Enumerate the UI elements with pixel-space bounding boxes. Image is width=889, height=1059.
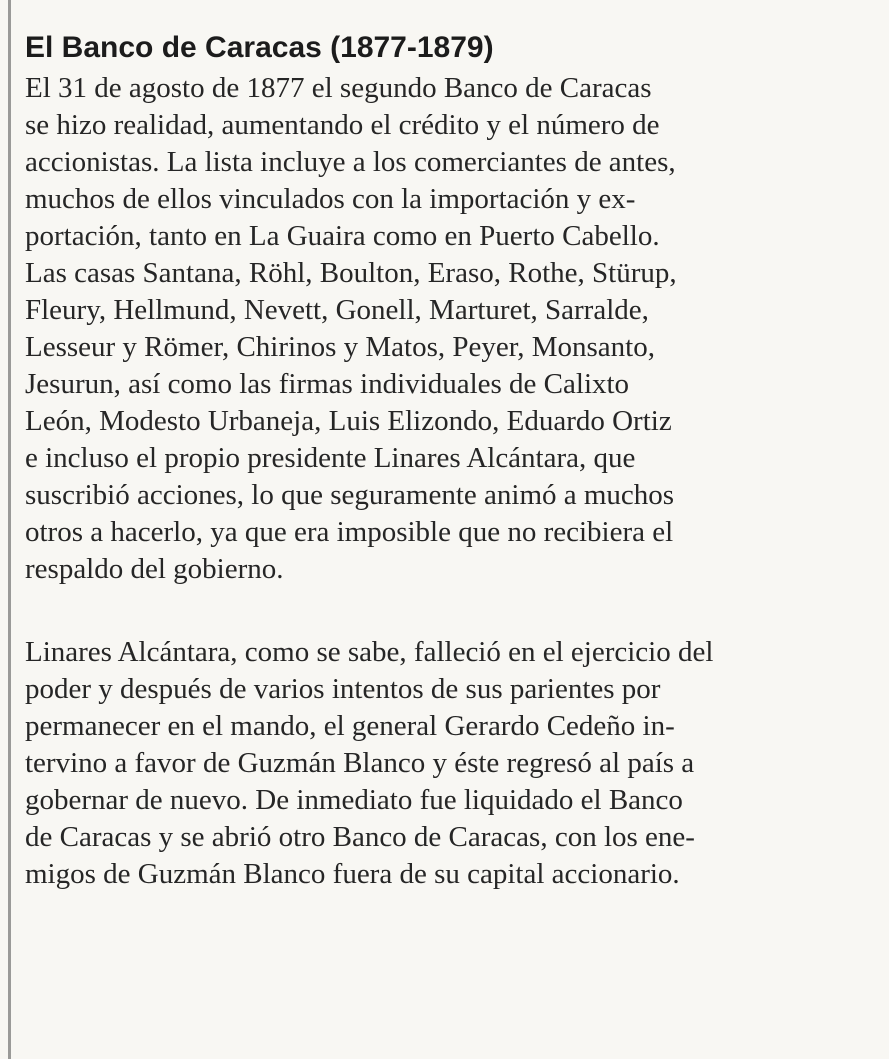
text-line: Lesseur y Römer, Chirinos y Matos, Peyer, Monsanto, (25, 331, 655, 363)
text-line: El 31 de agosto de 1877 el segundo Banco de Caracas (25, 72, 652, 104)
text-line: e incluso el propio presidente Linares Alcántara, que (25, 442, 636, 474)
text-line: respaldo del gobierno. (25, 553, 284, 585)
text-line: muchos de ellos vinculados con la importación y ex- (25, 183, 636, 215)
text-line: poder y después de varios intentos de sus parientes por (25, 673, 661, 705)
text-line: accionistas. La lista incluye a los comerciantes de antes, (25, 146, 676, 178)
text-line: migos de Guzmán Blanco fuera de su capital accionario. (25, 858, 680, 890)
text-line: gobernar de nuevo. De inmediato fue liquidado el Banco (25, 784, 683, 816)
text-line: León, Modesto Urbaneja, Luis Elizondo, Eduardo Ortiz (25, 405, 672, 437)
text-line: Jesurun, así como las firmas individuales de Calixto (25, 368, 630, 400)
text-line: otros a hacerlo, ya que era imposible que no recibiera el (25, 516, 674, 548)
text-line: permanecer en el mando, el general Gerardo Cedeño in- (25, 710, 675, 742)
text-line: Fleury, Hellmund, Nevett, Gonell, Marturet, Sarralde, (25, 294, 649, 326)
text-line: Las casas Santana, Röhl, Boulton, Eraso, Rothe, Stürup, (25, 257, 677, 289)
text-line: se hizo realidad, aumentando el crédito y el número de (25, 109, 660, 141)
paragraph-spacer (25, 588, 875, 634)
text-line: de Caracas y se abrió otro Banco de Caracas, con los ene- (25, 821, 695, 853)
text-line: portación, tanto en La Guaira como en Puerto Cabello. (25, 220, 660, 252)
text-line: suscribió acciones, lo que seguramente animó a muchos (25, 479, 675, 511)
article-title: El Banco de Caracas (1877-1879) (25, 31, 494, 64)
text-line: tervino a favor de Guzmán Blanco y éste regresó al país a (25, 747, 695, 779)
article (25, 26, 875, 893)
paragraph-1 (25, 70, 875, 588)
left-border-rule (8, 0, 11, 1059)
text-line: Linares Alcántara, como se sabe, falleció en el ejercicio del (25, 636, 714, 668)
paragraph-2 (25, 634, 875, 893)
